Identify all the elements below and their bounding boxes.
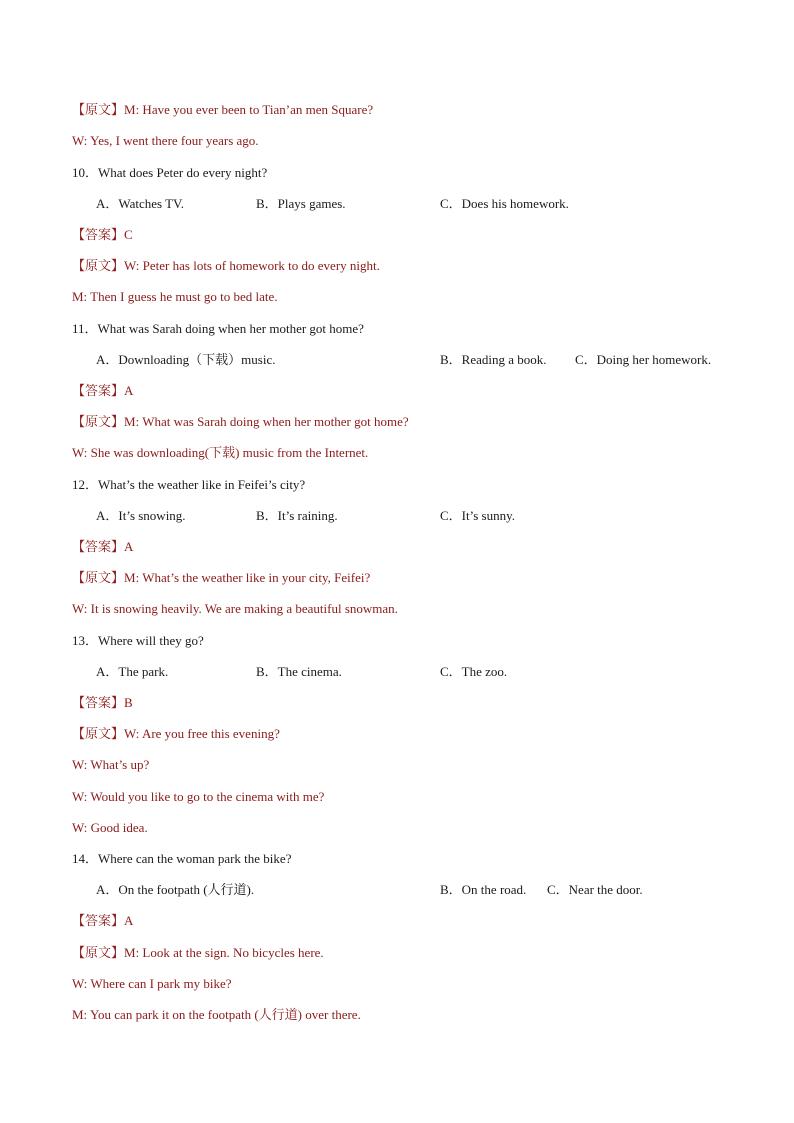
transcript-line: W: Would you like to go to the cinema with me?: [72, 789, 325, 804]
answer-label: 【答案】: [72, 383, 125, 398]
answer-line: [72, 912, 133, 930]
option-c: C．Does his homework.: [440, 196, 569, 211]
option-a: A．Downloading（下载）music.: [96, 352, 276, 367]
option-a: A．On the footpath (人行道).: [96, 882, 255, 897]
answer-value: C: [124, 227, 133, 242]
question-10: 10．What does Peter do every night?: [72, 165, 268, 180]
transcript-label: 【原文】: [72, 258, 125, 273]
question-14: 14．Where can the woman park the bike?: [72, 851, 292, 866]
transcript-line: W: She was downloading(下载) music from the Internet.: [72, 445, 369, 460]
transcript-line: W: Good idea.: [72, 820, 148, 835]
transcript-line: M: Then I guess he must go to bed late.: [72, 289, 278, 304]
answer-label: 【答案】: [72, 539, 125, 554]
transcript-label: 【原文】: [72, 726, 125, 741]
transcript-line: [72, 101, 373, 119]
transcript-label: 【原文】: [72, 570, 125, 585]
transcript-text: M: Have you ever been to Tian’an men Square?: [124, 102, 374, 117]
transcript-line: [72, 257, 380, 275]
option-b: B．Reading a book.: [440, 352, 547, 367]
option-b: B．Plays games.: [256, 196, 346, 211]
option-a: A．Watches TV.: [96, 196, 185, 211]
transcript-label: 【原文】: [72, 945, 125, 960]
option-b: B．On the road.: [440, 882, 527, 897]
question-11: 11．What was Sarah doing when her mother got home?: [72, 321, 364, 336]
option-c: C．Near the door.: [547, 882, 643, 897]
question-13: 13．Where will they go?: [72, 633, 204, 648]
transcript-line: [72, 944, 324, 962]
option-a: A．It’s snowing.: [96, 508, 186, 523]
answer-value: A: [124, 913, 134, 928]
transcript-line: W: Where can I park my bike?: [72, 976, 232, 991]
transcript-label: 【原文】: [72, 414, 125, 429]
transcript-text: M: Look at the sign. No bicycles here.: [124, 945, 324, 960]
answer-label: 【答案】: [72, 913, 125, 928]
transcript-label: 【原文】: [72, 102, 125, 117]
transcript-text: M: What’s the weather like in your city, Feifei?: [124, 570, 371, 585]
transcript-line: W: It is snowing heavily. We are making a beautiful snowman.: [72, 601, 398, 616]
transcript-text: W: Peter has lots of homework to do every night.: [124, 258, 380, 273]
option-b: B．It’s raining.: [256, 508, 338, 523]
transcript-line: [72, 413, 409, 431]
transcript-line: [72, 569, 370, 587]
transcript-text: M: What was Sarah doing when her mother got home?: [124, 414, 409, 429]
answer-value: A: [124, 383, 134, 398]
transcript-line: M: You can park it on the footpath (人行道) over there.: [72, 1007, 361, 1022]
answer-value: A: [124, 539, 134, 554]
option-a: A．The park.: [96, 664, 169, 679]
transcript-line: W: Yes, I went there four years ago.: [72, 133, 259, 148]
transcript-line: W: What’s up?: [72, 757, 150, 772]
answer-value: B: [124, 695, 133, 710]
answer-label: 【答案】: [72, 227, 125, 242]
question-12: 12．What’s the weather like in Feifei’s city?: [72, 477, 306, 492]
answer-line: [72, 694, 133, 712]
answer-line: [72, 538, 133, 556]
answer-label: 【答案】: [72, 695, 125, 710]
option-c: C．The zoo.: [440, 664, 508, 679]
answer-line: [72, 226, 133, 244]
option-c: C．It’s sunny.: [440, 508, 515, 523]
transcript-line: [72, 725, 280, 743]
answer-line: [72, 382, 133, 400]
transcript-text: W: Are you free this evening?: [124, 726, 280, 741]
option-c: C．Doing her homework.: [575, 352, 712, 367]
option-b: B．The cinema.: [256, 664, 342, 679]
